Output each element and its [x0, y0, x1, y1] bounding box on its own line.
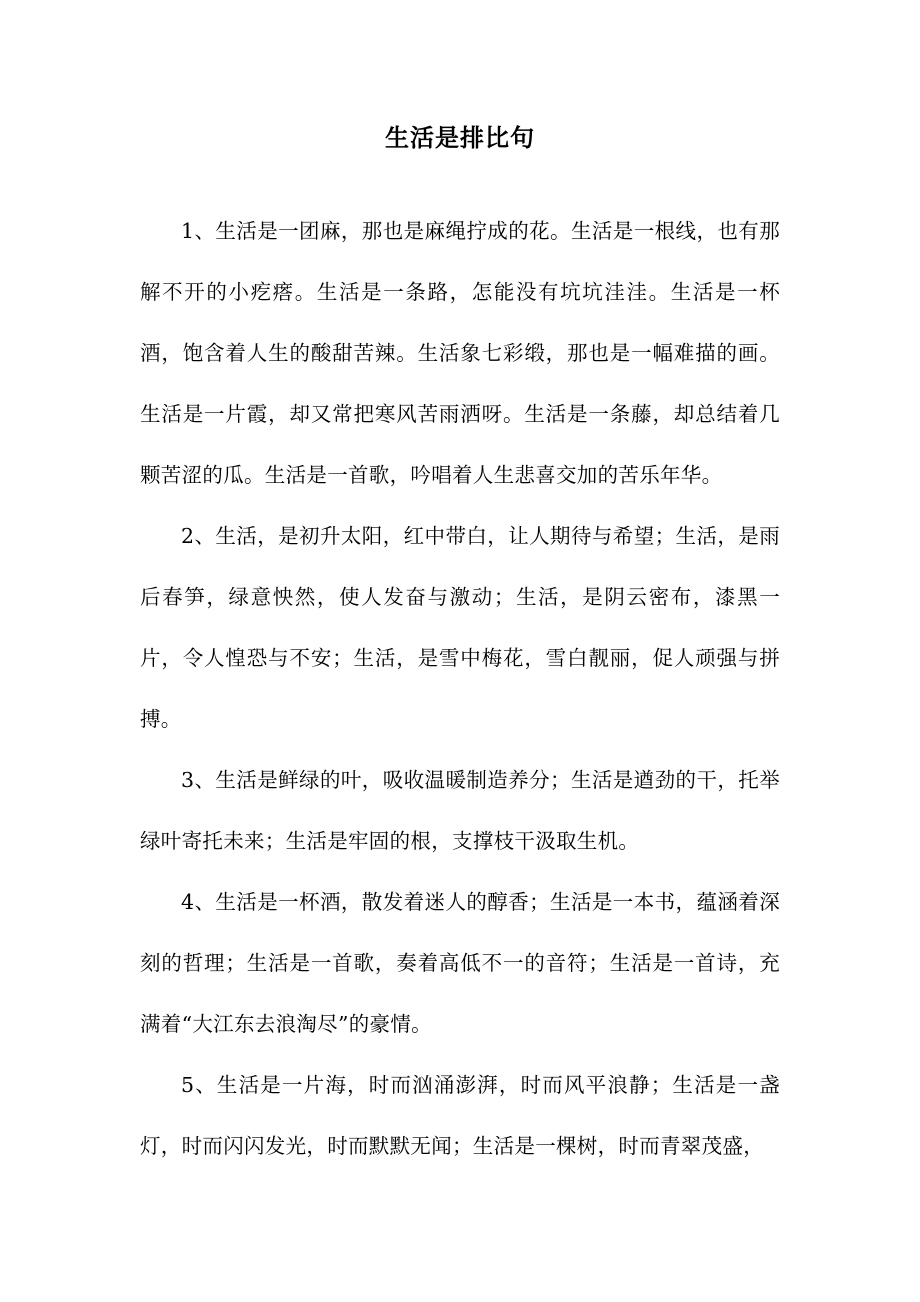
document-title: 生活是排比句	[385, 124, 535, 152]
paragraph-5: 5、生活是一片海，时而汹涌澎湃，时而风平浪静；生活是一盏灯，时而闪闪发光，时而默默无闻；生活是一棵树，时而青翠茂盛，	[140, 1073, 780, 1158]
paragraph-3: 3、生活是鲜绿的叶，吸收温暖制造养分；生活是遒劲的干，托举绿叶寄托未来；生活是牢固的根，支撑枝干汲取生机。	[140, 768, 780, 853]
document-body	[140, 201, 780, 1177]
paragraph-1: 1、生活是一团麻，那也是麻绳拧成的花。生活是一根线，也有那解不开的小疙瘩。生活是一条路，怎能没有坑坑洼洼。生活是一杯酒，饱含着人生的酸甜苦辣。生活象七彩缎，那也是一幅难描的画。生活是一片霞，却又常把寒风苦雨洒呀。生活是一条藤，却总结着几颗苦涩的瓜。生活是一首歌，吟唱着人生悲喜交加的苦乐年华。	[140, 219, 780, 487]
paragraph-4: 4、生活是一杯酒，散发着迷人的醇香；生活是一本书，蕴涵着深刻的哲理；生活是一首歌，奏着高低不一的音符；生活是一首诗，充满着“大江东去浪淘尽”的豪情。	[140, 890, 780, 1036]
paragraph-2: 2、生活，是初升太阳，红中带白，让人期待与希望；生活，是雨后春笋，绿意怏然，使人发奋与激动；生活，是阴云密布，漆黑一片，令人惶恐与不安；生活，是雪中梅花，雪白靓丽，促人顽强与拼搏。	[140, 524, 780, 731]
